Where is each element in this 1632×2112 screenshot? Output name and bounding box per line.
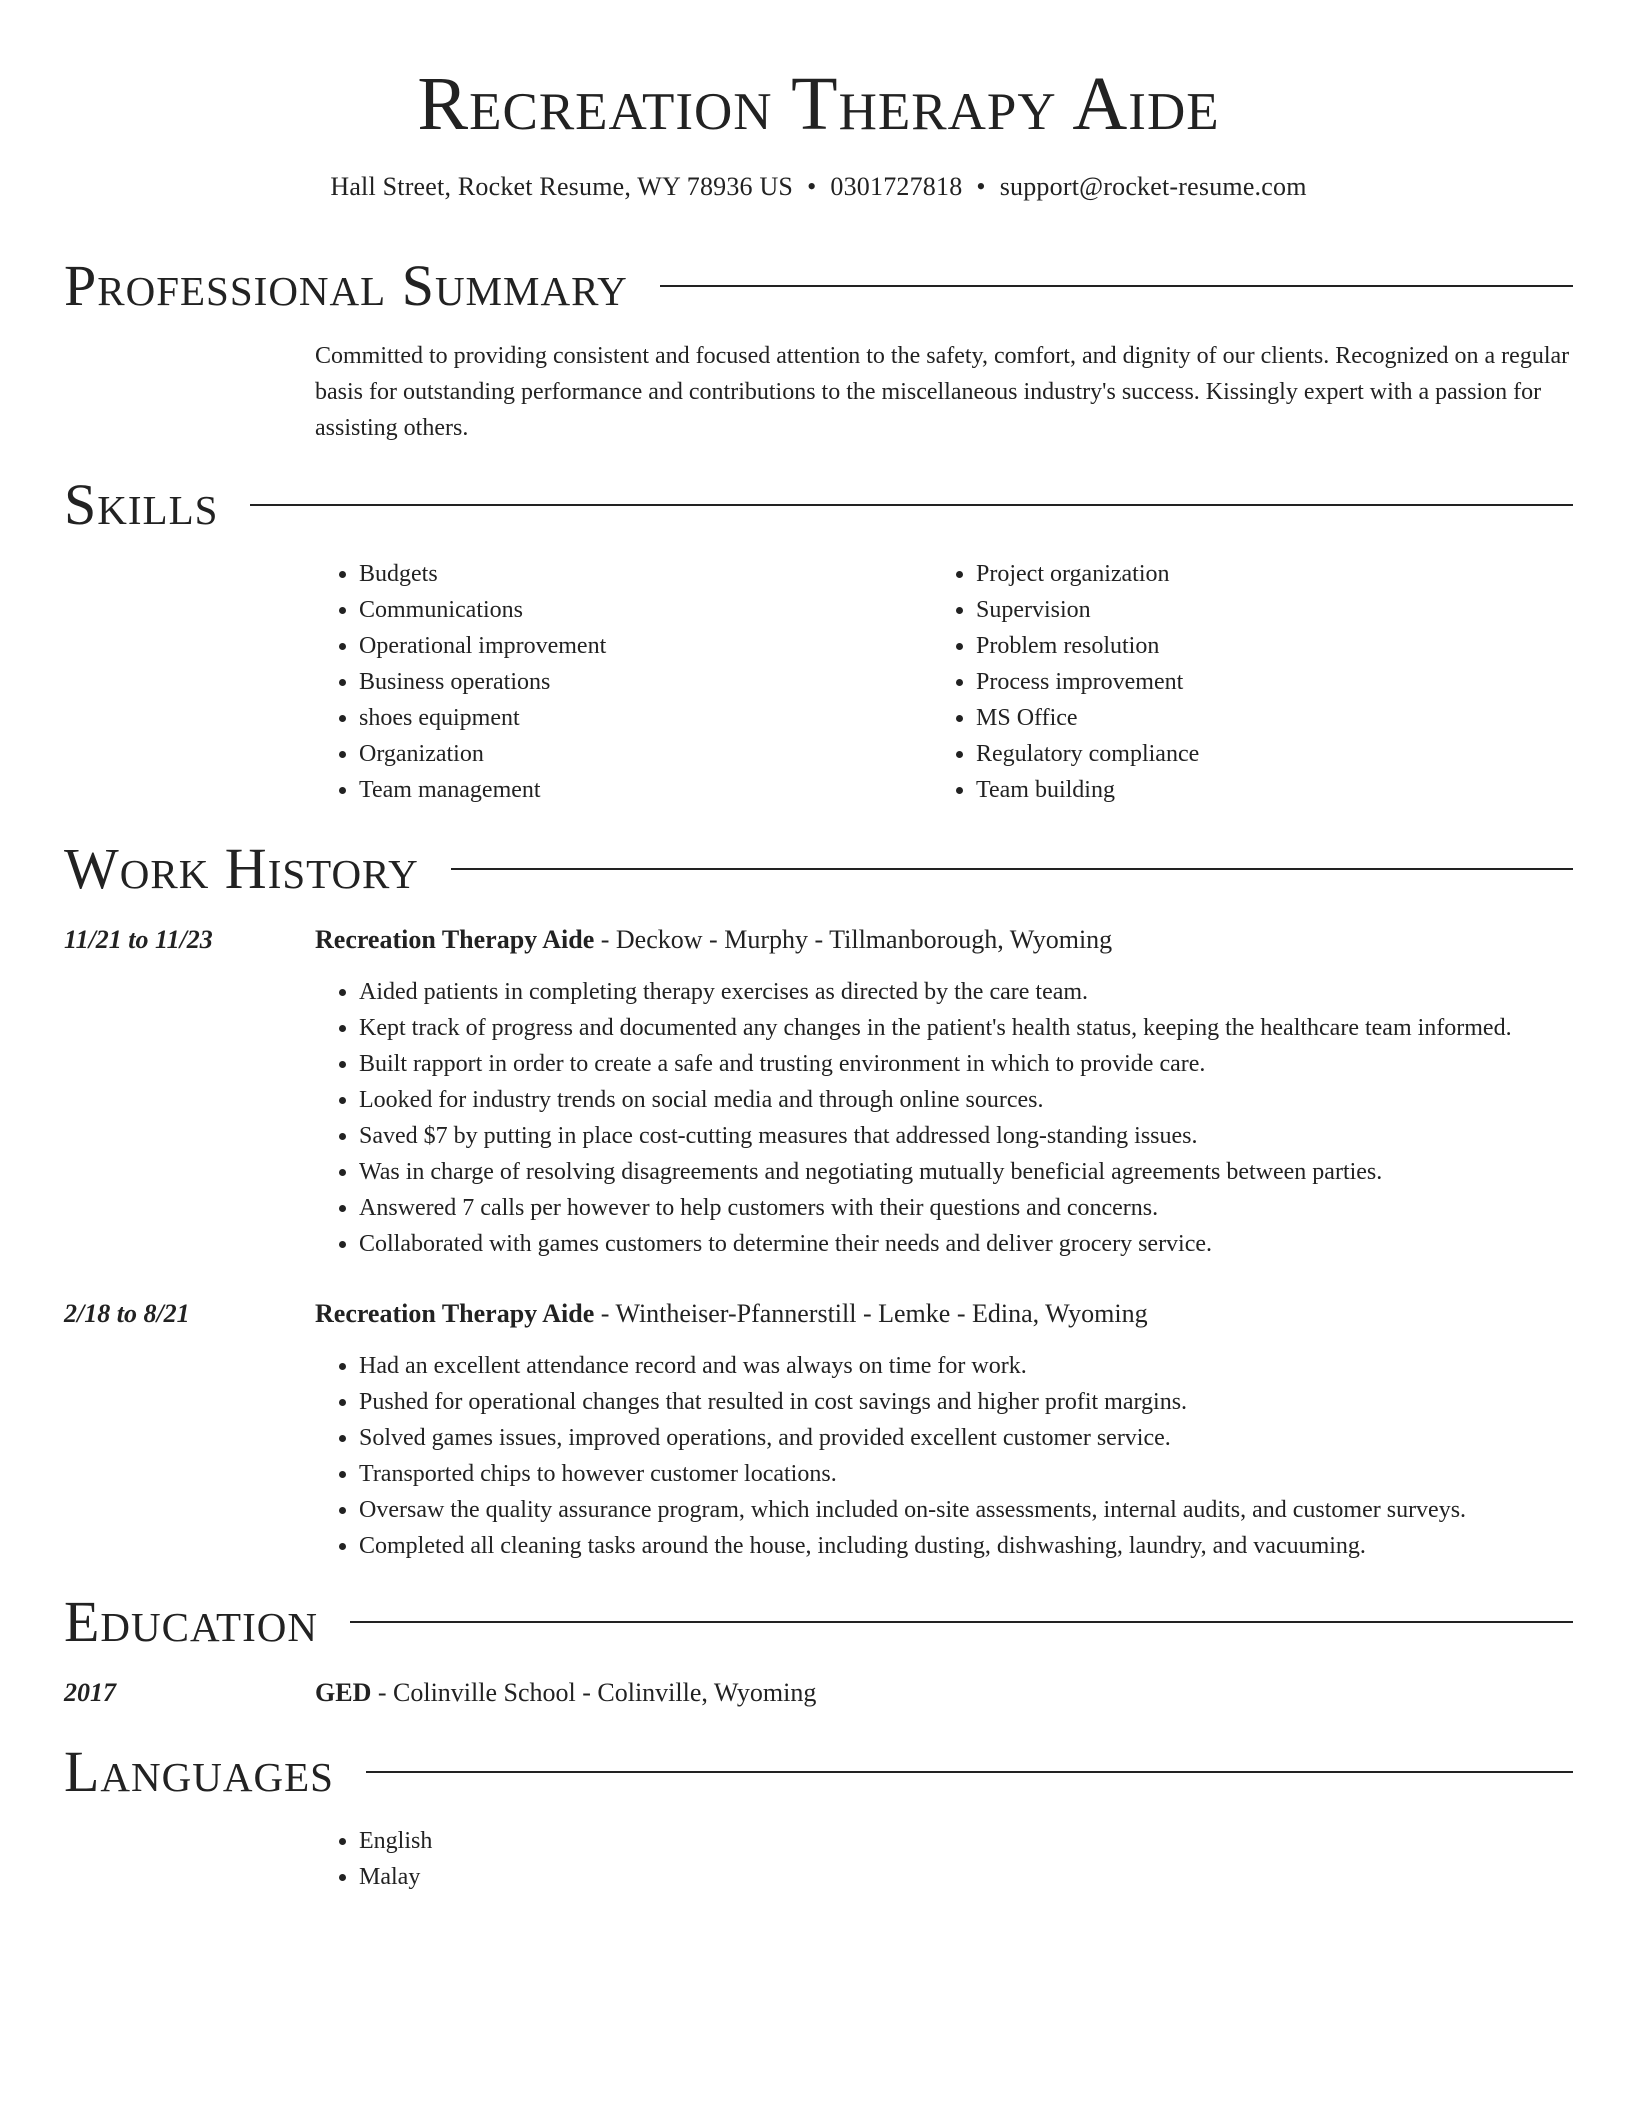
job-employer-location: - Wintheiser-Pfannerstill - Lemke - Edina, Wyoming bbox=[594, 1299, 1148, 1328]
job-duty: • Looked for industry trends on social media and through online sources. bbox=[359, 1082, 1573, 1118]
skill-item: • MS Office bbox=[976, 700, 1549, 736]
contact-separator: • bbox=[976, 172, 986, 201]
education-year: 2017 bbox=[64, 1678, 116, 1707]
skills-list bbox=[315, 556, 1573, 808]
section-divider bbox=[350, 1621, 1573, 1623]
section-divider bbox=[366, 1771, 1573, 1773]
job-heading bbox=[315, 1296, 1573, 1332]
job-dates: 11/21 to 11/23 bbox=[64, 925, 213, 954]
job-heading bbox=[315, 922, 1573, 958]
skill-item: • Regulatory compliance bbox=[976, 736, 1549, 772]
job-entry bbox=[315, 1296, 1573, 1564]
language-item: • Malay bbox=[359, 1859, 1573, 1895]
job-duty: • Built rapport in order to create a safe and trusting environment in which to provide care. bbox=[359, 1046, 1573, 1082]
section-title-education: Education bbox=[64, 1589, 318, 1654]
job-employer-location: - Deckow - Murphy - Tillmanborough, Wyoming bbox=[594, 925, 1113, 954]
job-duty: • Transported chips to however customer locations. bbox=[359, 1456, 1573, 1492]
job-duty: • Collaborated with games customers to determine their needs and deliver grocery service. bbox=[359, 1226, 1573, 1262]
section-header-languages bbox=[64, 1740, 1573, 1804]
job-duty: • Answered 7 calls per however to help customers with their questions and concerns. bbox=[359, 1190, 1573, 1226]
section-title-summary: Professional Summary bbox=[64, 253, 628, 318]
languages-list bbox=[315, 1823, 1573, 1895]
job-duty: • Completed all cleaning tasks around the house, including dusting, dishwashing, laundry, and vacuuming. bbox=[359, 1528, 1573, 1564]
skill-item: • shoes equipment bbox=[359, 700, 932, 736]
skill-item: • Supervision bbox=[976, 592, 1549, 628]
job-duty: • Had an excellent attendance record and was always on time for work. bbox=[359, 1348, 1573, 1384]
job-duty: • Was in charge of resolving disagreements and negotiating mutually beneficial agreements between parties. bbox=[359, 1154, 1573, 1190]
section-title-languages: Languages bbox=[64, 1739, 334, 1804]
section-title-skills: Skills bbox=[64, 472, 219, 537]
candidate-name: Recreation Therapy Aide bbox=[417, 62, 1220, 146]
skills-column-left bbox=[315, 556, 932, 808]
section-divider bbox=[451, 868, 1573, 870]
language-item: • English bbox=[359, 1823, 1573, 1859]
skill-item: • Business operations bbox=[359, 664, 932, 700]
skill-item: • Problem resolution bbox=[976, 628, 1549, 664]
skill-item: • Team building bbox=[976, 772, 1549, 808]
section-header-education bbox=[64, 1590, 1573, 1654]
education-heading bbox=[315, 1675, 1573, 1711]
contact-line bbox=[64, 170, 1573, 204]
contact-separator: • bbox=[807, 172, 817, 201]
job-duties bbox=[315, 974, 1573, 1262]
job-dates: 2/18 to 8/21 bbox=[64, 1299, 190, 1328]
skill-item: • Communications bbox=[359, 592, 932, 628]
skill-item: • Budgets bbox=[359, 556, 932, 592]
contact-address: Hall Street, Rocket Resume, WY 78936 US bbox=[330, 172, 794, 201]
skill-item: • Project organization bbox=[976, 556, 1549, 592]
contact-email: support@rocket-resume.com bbox=[999, 172, 1307, 201]
summary-text: Committed to providing consistent and focused attention to the safety, comfort, and dignity of our clients. Recognized on a regular basis for outstanding performance and contributions to the miscellaneous industry's success. Kissingly expert with a passion for assisting others. bbox=[315, 343, 1570, 441]
job-duty: • Saved $7 by putting in place cost-cutting measures that addressed long-standing issues. bbox=[359, 1118, 1573, 1154]
education-school-location: - Colinville School - Colinville, Wyoming bbox=[371, 1678, 817, 1707]
job-duty: • Solved games issues, improved operations, and provided excellent customer service. bbox=[359, 1420, 1573, 1456]
education-degree: GED bbox=[315, 1678, 372, 1707]
skill-item: • Process improvement bbox=[976, 664, 1549, 700]
skill-item: • Operational improvement bbox=[359, 628, 932, 664]
skill-item: • Organization bbox=[359, 736, 932, 772]
job-title: Recreation Therapy Aide bbox=[315, 1299, 595, 1328]
resume-page bbox=[64, 0, 1573, 1890]
section-header-summary bbox=[64, 254, 1573, 318]
section-divider bbox=[660, 285, 1573, 287]
skills-column-right bbox=[932, 556, 1549, 808]
job-duty: • Pushed for operational changes that resulted in cost savings and higher profit margins. bbox=[359, 1384, 1573, 1420]
job-entry bbox=[315, 922, 1573, 1262]
contact-phone: 0301727818 bbox=[830, 172, 963, 201]
job-duty: • Oversaw the quality assurance program, which included on-site assessments, internal audits, and customer surveys. bbox=[359, 1492, 1573, 1528]
section-title-work: Work History bbox=[64, 836, 419, 901]
job-title: Recreation Therapy Aide bbox=[315, 925, 595, 954]
section-divider bbox=[250, 504, 1573, 506]
section-header-work bbox=[64, 837, 1573, 901]
section-header-skills bbox=[64, 473, 1573, 537]
job-duties bbox=[315, 1348, 1573, 1564]
job-duty: • Aided patients in completing therapy exercises as directed by the care team. bbox=[359, 974, 1573, 1010]
job-duty: • Kept track of progress and documented any changes in the patient's health status, keeping the healthcare team informed. bbox=[359, 1010, 1573, 1046]
skill-item: • Team management bbox=[359, 772, 932, 808]
education-entry bbox=[315, 1675, 1573, 1711]
